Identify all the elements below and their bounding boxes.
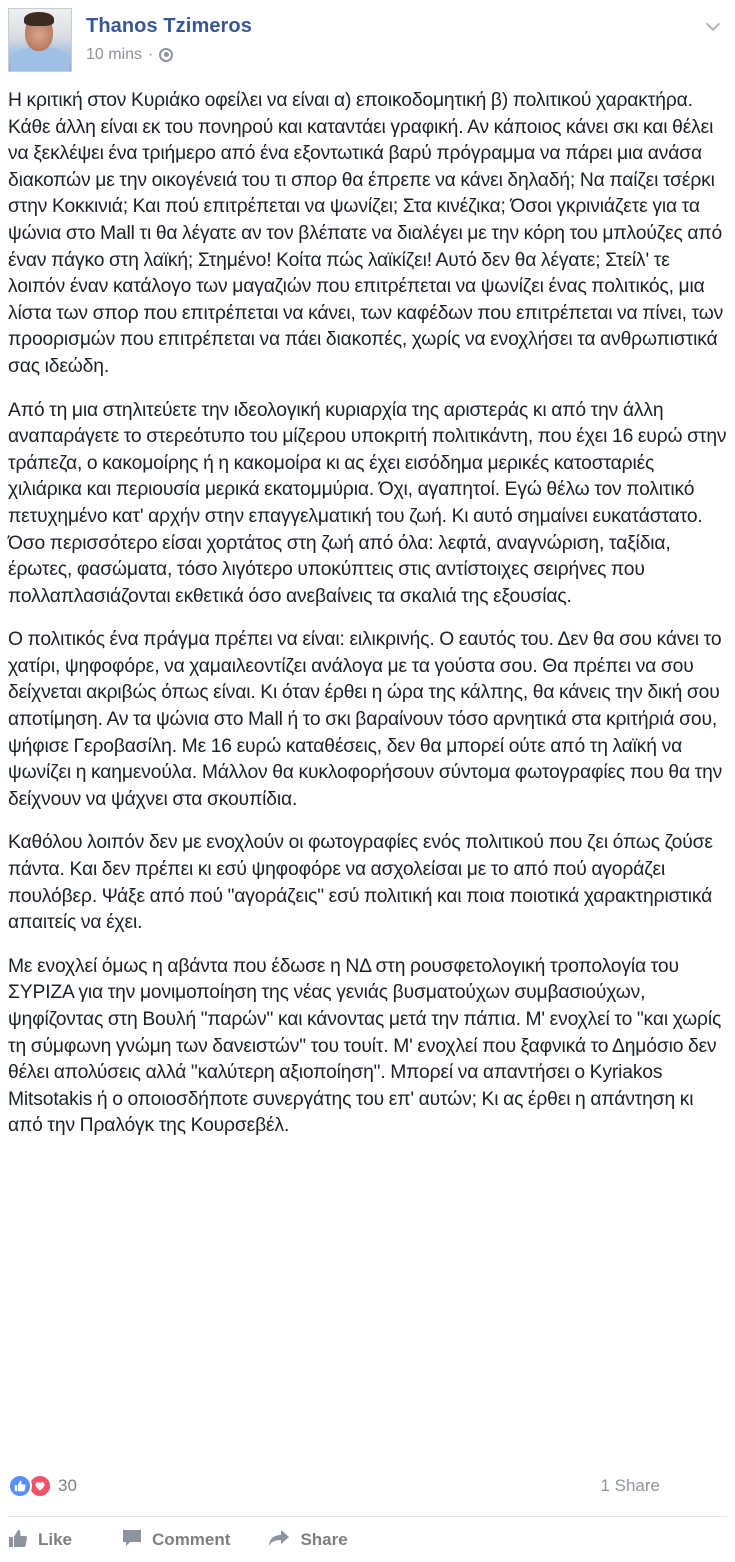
post-header bbox=[8, 8, 727, 72]
timestamp-link[interactable]: 10 mins bbox=[86, 46, 143, 63]
globe-icon[interactable] bbox=[159, 48, 173, 62]
actions-divider bbox=[8, 1516, 727, 1517]
post-paragraph: Με ενοχλεί όμως η αβάντα που έδωσε η ΝΔ στη ρουσφετολογική τροπολογία του ΣΥΡΙΖΑ για την μονιμοποίηση της νέας γενιάς βυσματούχων συμβασιούχων, ψηφίζοντας στη Βουλή "παρών" και κάνοντας μετά την πάπια. Μ' ενοχλεί το "και χωρίς τη σύμφωνη γνώμη των δανειστών" του τουίτ. Μ' ενοχλεί που ξαφνικά το Δημόσιο δεν θέλει απολύσεις αλλά "καλύτερη αξιοποίηση". Μπορεί να απαντήσει ο Kyriakos Mitsotakis ή ο οποιοσδήποτε συνεργάτης του επ' αυτών; Κι ας έρθει η απάντηση κι από την Πραλόγκ της Κουρσεβέλ. bbox=[8, 955, 722, 1137]
reaction-count[interactable]: 30 bbox=[58, 1476, 77, 1495]
share-label: Share bbox=[300, 1530, 348, 1549]
like-button[interactable] bbox=[8, 1529, 72, 1552]
post-paragraph: Η κριτική στον Κυριάκο οφείλει να είναι α) εποικοδομητική β) πολιτικού χαρακτήρα. Κάθε άλλη είναι εκ του πονηρού και καταντάει γραφική. Αν κάποιος κάνει σκι και θέλει να ξεκλέψει ένα τριήμερο από ένα εξοντωτικά βαρύ πρόγραμμα να πάρει μια ανάσα διακοπών με την οικογένειά του τι σπορ θα έπρεπε να κάνει δηλαδή; Να παίζει τσέρκι στην Κοκκινιά; Και πού επιτρέπεται να ψωνίζει; Στα κινέζικα; Όσοι γκρινιάζετε για τα ψώνια στο Mall τι θα λέγατε αν τον βλέπατε να διαλέγει με την κόρη του μπλούζες από έναν πάγκο στη λαϊκή; Στημένο! Κοίτα πώς λαϊκίζει! Αυτό δεν θα λέγατε; Στείλ' τε λοιπόν έναν κατάλογο των μαγαζιών που επιτρέπεται να ψωνίζει ένας πολιτικός, μια λίστα των σπορ που επιτρέπεται να κάνει, των καφέδων που επιτρέπεται να πίνει, των προορισμών που επιτρέπεται να πάει διακοπές, χωρίς να ενοχλήσει τα ανθρωπιστικά σας ιδεώδη. bbox=[8, 90, 724, 377]
avatar-hair bbox=[24, 12, 54, 26]
avatar[interactable] bbox=[8, 8, 72, 72]
comment-label: Comment bbox=[152, 1530, 231, 1549]
like-label: Like bbox=[38, 1530, 73, 1549]
comment-button[interactable] bbox=[122, 1529, 230, 1552]
post-meta bbox=[86, 46, 173, 64]
post-body bbox=[8, 88, 728, 1157]
author-name-link[interactable]: Thanos Tzimeros bbox=[86, 15, 252, 37]
share-button[interactable] bbox=[268, 1529, 347, 1552]
share-count-link[interactable]: 1 Share bbox=[600, 1476, 660, 1495]
post-paragraph: Ο πολιτικός ένα πράγμα πρέπει να είναι: ειλικρινής. Ο εαυτός του. Δεν θα σου κάνει το χατίρι, ψηφοφόρε, να χαμαιλεοντίζει ανάλογα με τα γούστα σου. Θα πρέπει να σου δείχνεται ακριβώς όπως είναι. Κι όταν έρθει η ώρα της κάλπης, θα κάνεις την δική σου αποτίμηση. Αν τα ψώνια στο Mall ή το σκι βαραίνουν τόσο αρνητικά στα κριτήριά σου, ψήφισε Γεροβασίλη. Με 16 ευρώ καταθέσεις, δεν θα μπορεί ούτε από τη λαϊκή να ψωνίζει η καημενούλα. Μάλλον θα κυκλοφορήσουν σύντομα φωτογραφίες που θα την δείχνουν να ψάχνει στα σκουπίδια. bbox=[8, 629, 723, 810]
comment-icon bbox=[122, 1529, 142, 1552]
reaction-summary[interactable] bbox=[8, 1474, 77, 1498]
like-reaction-icon bbox=[8, 1474, 32, 1498]
share-arrow-icon bbox=[268, 1529, 290, 1552]
meta-separator: · bbox=[148, 46, 154, 63]
chevron-down-icon[interactable] bbox=[705, 18, 721, 34]
thumbs-up-icon bbox=[8, 1529, 28, 1552]
reactions-bar bbox=[8, 1474, 727, 1500]
post-paragraph: Από τη μια στηλιτεύετε την ιδεολογική κυριαρχία της αριστεράς κι από την άλλη αναπαράγετε το στερεότυπο του μίζερου υποκριτή πολιτικάντη, που έχει 16 ευρώ στην τράπεζα, ο κακομοίρης ή η κακομοίρα κι ας έχει εισόδημα μερικές κατοσταριές χιλιάρικα και περιουσία μερικά εκατομμύρια. Όχι, αγαπητοί. Εγώ θέλω τον πολιτικό πετυχημένο κατ' αρχήν στην επαγγελματική του ζωή. Κι αυτό σημαίνει ευκατάστατο. Όσο περισσότερο είσαι χορτάτος στη ζωή από όλα: λεφτά, αναγνώριση, ταξίδια, έρωτες, φασώματα, τόσο λιγότερο υποκύπτεις στις αντίστοιχες σειρήνες που πολλαπλασιάζονται εκθετικά όσο ανεβαίνεις τα σκαλιά της εξουσίας. bbox=[8, 399, 727, 607]
post-actions bbox=[8, 1526, 348, 1554]
post-paragraph: Καθόλου λοιπόν δεν με ενοχλούν οι φωτογραφίες ενός πολιτικού που ζει όπως ζούσε πάντα. Και δεν πρέπει κι εσύ ψηφοφόρε να ασχολείσαι με το από πού αγοράζει πουλόβερ. Ψάξε από πού "αγοράζεις" εσύ πολιτική και ποια ποιοτικά χαρακτηριστικά απαιτείς να έχει. bbox=[8, 832, 713, 934]
